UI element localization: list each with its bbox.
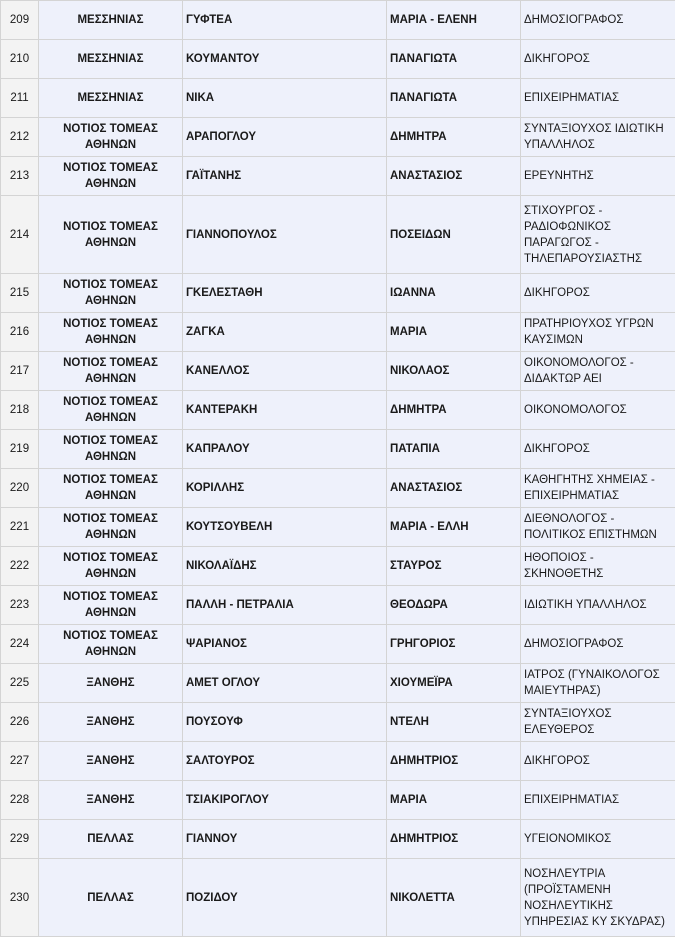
firstname-cell[interactable]: ΣΤΑΥΡΟΣ [387,547,521,586]
row-number-cell[interactable]: 225 [1,664,39,703]
surname-cell[interactable]: ΓΙΑΝΝΟΥ [183,820,387,859]
profession-cell[interactable]: ΗΘΟΠΟΙΟΣ - ΣΚΗΝΟΘΕΤΗΣ [521,547,675,586]
profession-cell[interactable]: ΔΙΚΗΓΟΡΟΣ [521,274,675,313]
firstname-cell[interactable]: ΝΙΚΟΛΕΤΤΑ [387,859,521,937]
row-number-cell[interactable]: 220 [1,469,39,508]
table-row [1,157,675,196]
table-row [1,118,675,157]
table-row [1,625,675,664]
surname-cell[interactable]: ΓΚΕΛΕΣΤΑΘΗ [183,274,387,313]
table-row [1,313,675,352]
table-row [1,742,675,781]
table-row [1,196,675,274]
firstname-cell[interactable]: ΙΩΑΝΝΑ [387,274,521,313]
row-number-cell[interactable]: 214 [1,196,39,274]
firstname-cell[interactable]: ΠΟΣΕΙΔΩΝ [387,196,521,274]
region-cell[interactable]: ΠΕΛΛΑΣ [39,820,183,859]
profession-cell[interactable]: ΟΙΚΟΝΟΜΟΛΟΓΟΣ [521,391,675,430]
table-row [1,664,675,703]
firstname-cell[interactable]: ΠΑΤΑΠΙΑ [387,430,521,469]
region-cell[interactable]: ΜΕΣΣΗΝΙΑΣ [39,79,183,118]
firstname-cell[interactable]: ΔΗΜΗΤΡΑ [387,118,521,157]
table-row [1,391,675,430]
surname-cell[interactable]: ΚΑΠΡΑΛΟΥ [183,430,387,469]
firstname-cell[interactable]: ΜΑΡΙΑ [387,781,521,820]
profession-cell[interactable]: ΣΥΝΤΑΞΙΟΥΧΟΣ ΙΔΙΩΤΙΚΗ ΥΠΑΛΛΗΛΟΣ [521,118,675,157]
profession-cell[interactable]: ΟΙΚΟΝΟΜΟΛΟΓΟΣ - ΔΙΔΑΚΤΩΡ ΑΕΙ [521,352,675,391]
surname-cell[interactable]: ΝΙΚΑ [183,79,387,118]
region-cell[interactable]: ΝΟΤΙΟΣ ΤΟΜΕΑΣ ΑΘΗΝΩΝ [39,469,183,508]
region-cell[interactable]: ΝΟΤΙΟΣ ΤΟΜΕΑΣ ΑΘΗΝΩΝ [39,118,183,157]
row-number-cell[interactable]: 221 [1,508,39,547]
surname-cell[interactable]: ΠΑΛΛΗ - ΠΕΤΡΑΛΙΑ [183,586,387,625]
firstname-cell[interactable]: ΜΑΡΙΑ - ΕΛΛΗ [387,508,521,547]
row-number-cell[interactable]: 209 [1,1,39,40]
surname-cell[interactable]: ΚΑΝΤΕΡΑΚΗ [183,391,387,430]
surname-cell[interactable]: ΤΣΙΑΚΙΡΟΓΛΟΥ [183,781,387,820]
profession-cell[interactable]: ΥΓΕΙΟΝΟΜΙΚΟΣ [521,820,675,859]
region-cell[interactable]: ΜΕΣΣΗΝΙΑΣ [39,40,183,79]
row-number-cell[interactable]: 230 [1,859,39,937]
surname-cell[interactable]: ΓΑΪΤΑΝΗΣ [183,157,387,196]
table-row [1,781,675,820]
table-row [1,79,675,118]
region-cell[interactable]: ΞΑΝΘΗΣ [39,781,183,820]
firstname-cell[interactable]: ΑΝΑΣΤΑΣΙΟΣ [387,469,521,508]
row-number-cell[interactable]: 211 [1,79,39,118]
surname-cell[interactable]: ΚΟΥΜΑΝΤΟΥ [183,40,387,79]
profession-cell[interactable]: ΙΔΙΩΤΙΚΗ ΥΠΑΛΛΗΛΟΣ [521,586,675,625]
firstname-cell[interactable]: ΔΗΜΗΤΡΙΟΣ [387,820,521,859]
table-row [1,1,675,40]
surname-cell[interactable]: ΓΙΑΝΝΟΠΟΥΛΟΣ [183,196,387,274]
surname-cell[interactable]: ΑΜΕΤ ΟΓΛΟΥ [183,664,387,703]
firstname-cell[interactable]: ΜΑΡΙΑ [387,313,521,352]
table-row [1,469,675,508]
row-number-cell[interactable]: 217 [1,352,39,391]
table-row [1,352,675,391]
surname-cell[interactable]: ΝΙΚΟΛΑΪΔΗΣ [183,547,387,586]
surname-cell[interactable]: ΚΟΥΤΣΟΥΒΕΛΗ [183,508,387,547]
region-cell[interactable]: ΝΟΤΙΟΣ ΤΟΜΕΑΣ ΑΘΗΝΩΝ [39,508,183,547]
table-row [1,40,675,79]
firstname-cell[interactable]: ΠΑΝΑΓΙΩΤΑ [387,79,521,118]
region-cell[interactable]: ΝΟΤΙΟΣ ΤΟΜΕΑΣ ΑΘΗΝΩΝ [39,313,183,352]
table-row [1,859,675,937]
profession-cell[interactable]: ΕΠΙΧΕΙΡΗΜΑΤΙΑΣ [521,781,675,820]
row-number-cell[interactable]: 216 [1,313,39,352]
surname-cell[interactable]: ΖΑΓΚΑ [183,313,387,352]
table-row [1,820,675,859]
profession-cell[interactable]: ΙΑΤΡΟΣ (ΓΥΝΑΙΚΟΛΟΓΟΣ ΜΑΙΕΥΤΗΡΑΣ) [521,664,675,703]
surname-cell[interactable]: ΚΟΡΙΛΛΗΣ [183,469,387,508]
table-row [1,508,675,547]
region-cell[interactable]: ΞΑΝΘΗΣ [39,664,183,703]
profession-cell[interactable]: ΔΗΜΟΣΙΟΓΡΑΦΟΣ [521,625,675,664]
surname-cell[interactable]: ΠΟΥΣΟΥΦ [183,703,387,742]
region-cell[interactable]: ΝΟΤΙΟΣ ΤΟΜΕΑΣ ΑΘΗΝΩΝ [39,391,183,430]
firstname-cell[interactable]: ΜΑΡΙΑ - ΕΛΕΝΗ [387,1,521,40]
profession-cell[interactable]: ΕΡΕΥΝΗΤΗΣ [521,157,675,196]
region-cell[interactable]: ΝΟΤΙΟΣ ΤΟΜΕΑΣ ΑΘΗΝΩΝ [39,586,183,625]
surname-cell[interactable]: ΣΑΛΤΟΥΡΟΣ [183,742,387,781]
region-cell[interactable]: ΝΟΤΙΟΣ ΤΟΜΕΑΣ ΑΘΗΝΩΝ [39,352,183,391]
row-number-cell[interactable]: 223 [1,586,39,625]
profession-cell[interactable]: ΔΙΚΗΓΟΡΟΣ [521,430,675,469]
profession-cell[interactable]: ΚΑΘΗΓΗΤΗΣ ΧΗΜΕΙΑΣ - ΕΠΙΧΕΙΡΗΜΑΤΙΑΣ [521,469,675,508]
firstname-cell[interactable]: ΔΗΜΗΤΡΙΟΣ [387,742,521,781]
region-cell[interactable]: ΝΟΤΙΟΣ ΤΟΜΕΑΣ ΑΘΗΝΩΝ [39,157,183,196]
row-number-cell[interactable]: 222 [1,547,39,586]
row-number-cell[interactable]: 224 [1,625,39,664]
firstname-cell[interactable]: ΝΤΕΛΗ [387,703,521,742]
spreadsheet-body [1,1,675,937]
firstname-cell[interactable]: ΑΝΑΣΤΑΣΙΟΣ [387,157,521,196]
profession-cell[interactable]: ΔΙΕΘΝΟΛΟΓΟΣ - ΠΟΛΙΤΙΚΟΣ ΕΠΙΣΤΗΜΩΝ [521,508,675,547]
surname-cell[interactable]: ΚΑΝΕΛΛΟΣ [183,352,387,391]
row-number-cell[interactable]: 229 [1,820,39,859]
row-number-cell[interactable]: 212 [1,118,39,157]
firstname-cell[interactable]: ΓΡΗΓΟΡΙΟΣ [387,625,521,664]
table-row [1,586,675,625]
region-cell[interactable]: ΝΟΤΙΟΣ ΤΟΜΕΑΣ ΑΘΗΝΩΝ [39,196,183,274]
table-row [1,703,675,742]
surname-cell[interactable]: ΑΡΑΠΟΓΛΟΥ [183,118,387,157]
surname-cell[interactable]: ΠΟΖΙΔΟΥ [183,859,387,937]
region-cell[interactable]: ΝΟΤΙΟΣ ΤΟΜΕΑΣ ΑΘΗΝΩΝ [39,625,183,664]
region-cell[interactable]: ΝΟΤΙΟΣ ΤΟΜΕΑΣ ΑΘΗΝΩΝ [39,547,183,586]
firstname-cell[interactable]: ΝΙΚΟΛΑΟΣ [387,352,521,391]
row-number-cell[interactable]: 210 [1,40,39,79]
profession-cell[interactable]: ΕΠΙΧΕΙΡΗΜΑΤΙΑΣ [521,79,675,118]
profession-cell[interactable]: ΣΥΝΤΑΞΙΟΥΧΟΣ ΕΛΕΥΘΕΡΟΣ [521,703,675,742]
row-number-cell[interactable]: 219 [1,430,39,469]
region-cell[interactable]: ΝΟΤΙΟΣ ΤΟΜΕΑΣ ΑΘΗΝΩΝ [39,430,183,469]
row-number-cell[interactable]: 215 [1,274,39,313]
profession-cell[interactable]: ΔΗΜΟΣΙΟΓΡΑΦΟΣ [521,1,675,40]
row-number-cell[interactable]: 228 [1,781,39,820]
row-number-cell[interactable]: 213 [1,157,39,196]
surname-cell[interactable]: ΓΥΦΤΕΑ [183,1,387,40]
profession-cell[interactable]: ΔΙΚΗΓΟΡΟΣ [521,40,675,79]
region-cell[interactable]: ΝΟΤΙΟΣ ΤΟΜΕΑΣ ΑΘΗΝΩΝ [39,274,183,313]
firstname-cell[interactable]: ΠΑΝΑΓΙΩΤΑ [387,40,521,79]
table-row [1,547,675,586]
table-row [1,430,675,469]
row-number-cell[interactable]: 226 [1,703,39,742]
row-number-cell[interactable]: 227 [1,742,39,781]
row-number-cell[interactable]: 218 [1,391,39,430]
firstname-cell[interactable]: ΧΙΟΥΜΕΪΡΑ [387,664,521,703]
region-cell[interactable]: ΠΕΛΛΑΣ [39,859,183,937]
region-cell[interactable]: ΜΕΣΣΗΝΙΑΣ [39,1,183,40]
firstname-cell[interactable]: ΔΗΜΗΤΡΑ [387,391,521,430]
profession-cell[interactable]: ΝΟΣΗΛΕΥΤΡΙΑ (ΠΡΟΪΣΤΑΜΕΝΗ ΝΟΣΗΛΕΥΤΙΚΗΣ ΥΠΗΡΕΣΙΑΣ ΚΥ ΣΚΥΔΡΑΣ) [521,859,675,937]
region-cell[interactable]: ΞΑΝΘΗΣ [39,703,183,742]
profession-cell[interactable]: ΔΙΚΗΓΟΡΟΣ [521,742,675,781]
profession-cell[interactable]: ΣΤΙΧΟΥΡΓΟΣ - ΡΑΔΙΟΦΩΝΙΚΟΣ ΠΑΡΑΓΩΓΟΣ - ΤΗΛΕΠΑΡΟΥΣΙΑΣΤΗΣ [521,196,675,274]
firstname-cell[interactable]: ΘΕΟΔΩΡΑ [387,586,521,625]
region-cell[interactable]: ΞΑΝΘΗΣ [39,742,183,781]
profession-cell[interactable]: ΠΡΑΤΗΡΙΟΥΧΟΣ ΥΓΡΩΝ ΚΑΥΣΙΜΩΝ [521,313,675,352]
surname-cell[interactable]: ΨΑΡΙΑΝΟΣ [183,625,387,664]
table-row [1,274,675,313]
